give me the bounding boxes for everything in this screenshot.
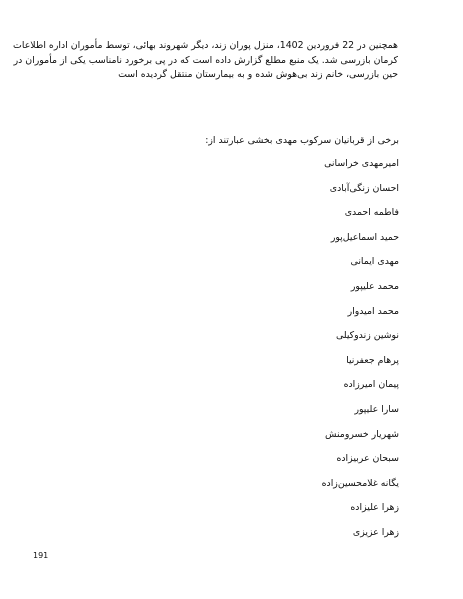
list-item: یگانه غلامحسین‌زاده [321,477,399,489]
list-item: شهریار خسرومنش [325,428,399,440]
list-item: پیمان امیرزاده [343,379,399,391]
list-item: احسان زنگی‌آبادی [329,182,399,194]
body-paragraph [13,39,398,83]
list-item: فاطمه احمدی [344,207,399,219]
list-item: حمید اسماعیل‌پور [330,231,399,243]
list-item: پرهام جعفرنیا [346,354,399,366]
list-item: محمد امیدوار [347,305,399,317]
list-item: زهرا علیزاده [350,502,399,514]
paragraph-line: کرمان بازرسی شد. یک منبع مطلع گزارش داده است که در پی برخورد نامناسب یکی از مأموران در [13,54,398,66]
list-item: مهدی ایمانی [350,256,399,268]
list-item: محمد علیپور [350,280,399,292]
paragraph-line: حین بازرسی، خانم زند بی‌هوش شده و به بیمارستان منتقل گردیده است [118,69,398,80]
victims-intro: برخی از قربانیان سرکوب مهدی بخشی عبارتند از: [205,135,399,146]
victims-list [322,158,399,552]
list-item: زهرا عزیزی [352,526,399,538]
list-item: سبحان عربیزاده [336,453,399,465]
paragraph-line: همچنین در 22 فروردین 1402، منزل پوران زند، دیگر شهروند بهائی، توسط مأموران اداره اطلاعات [13,40,398,51]
list-item: امیرمهدی خراسانی [324,158,399,169]
page-number: 191 [33,551,49,560]
list-item: نوشین زندوکیلی [335,330,399,342]
list-item: سارا علیپور [354,403,399,415]
